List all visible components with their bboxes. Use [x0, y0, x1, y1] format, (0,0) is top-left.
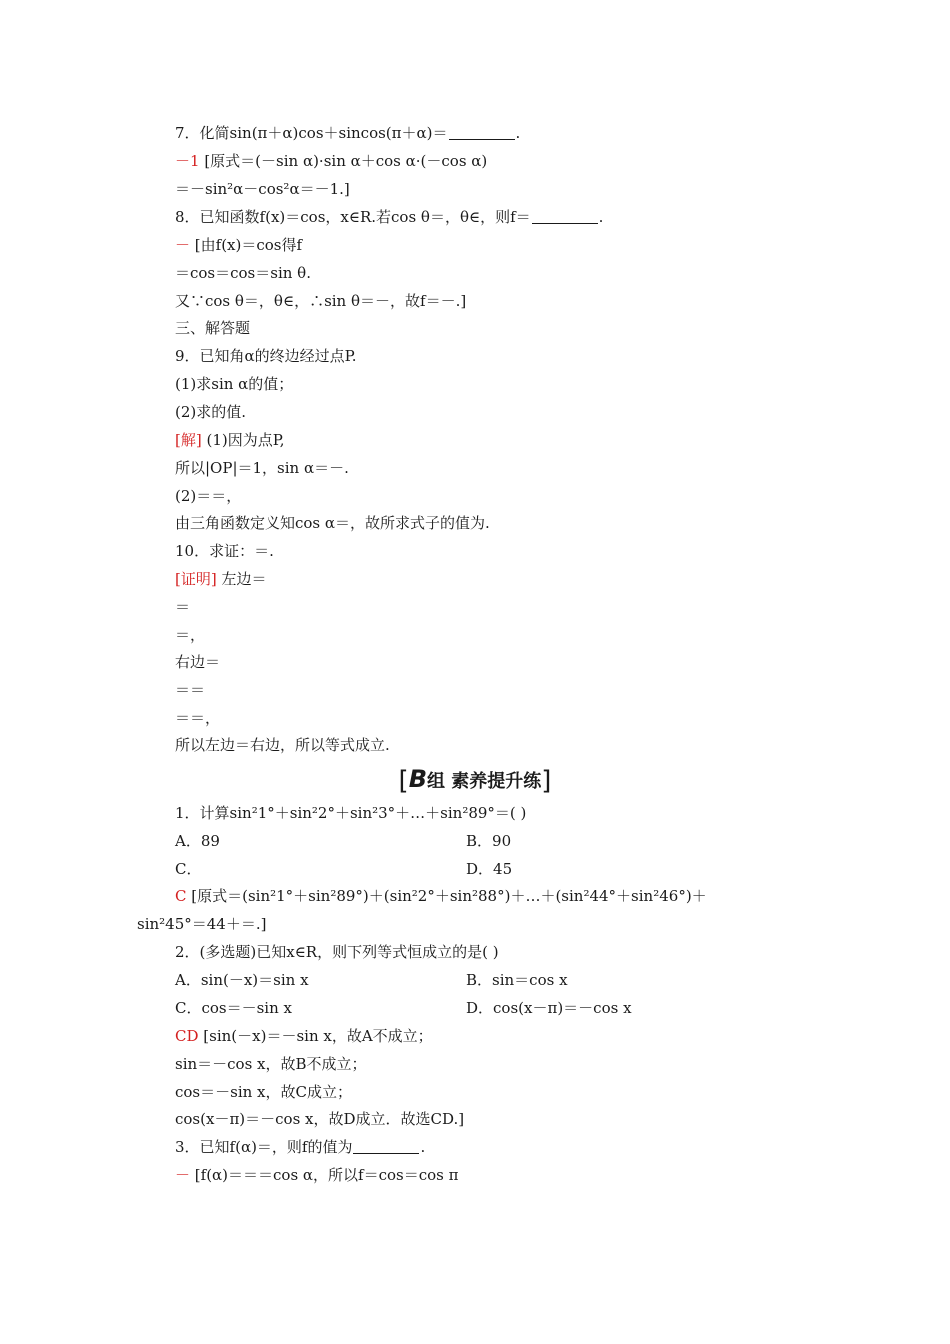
answer-8	[175, 235, 302, 255]
answer-7-continued	[175, 179, 350, 199]
answer-text: [原式＝(sin²1°＋sin²89°)＋(sin²2°＋sin²88°)＋…＋(sin²44°＋sin²46°)＋	[186, 887, 707, 905]
question-text-end: .	[420, 1138, 426, 1156]
answer-8-line-3	[175, 291, 466, 311]
answer-8-line-2	[175, 263, 311, 283]
answer-key: －1	[175, 152, 200, 170]
section-b-header	[0, 765, 950, 796]
answer-text: 左边＝	[216, 570, 267, 588]
answer-10-line-3	[175, 625, 205, 645]
question-text: 3．已知f(α)＝，则f的值为	[175, 1138, 353, 1156]
answer-key: －	[175, 236, 191, 254]
answer-text: [由f(x)＝cos得f	[190, 236, 303, 254]
b-question-3	[175, 1137, 425, 1157]
answer-key: [证明]	[175, 570, 217, 588]
question-9-part-2	[175, 402, 246, 422]
group-letter: B	[408, 765, 427, 793]
section-b-title: 组 素养提升练	[427, 771, 542, 792]
option-text: B．sin＝cos x	[466, 971, 568, 989]
answer-text: 右边＝	[175, 653, 221, 671]
answer-text: cos(x－π)＝－cos x，故D成立．故选CD.]	[175, 1110, 465, 1128]
b-answer-2-line-2	[175, 1054, 367, 1074]
answer-text: [原式＝(－sin α)·sin α＋cos α·(－cos α)	[199, 152, 488, 170]
b-option-B	[466, 831, 511, 851]
bracket-close: ]	[541, 766, 552, 796]
answer-text: ＝	[175, 598, 191, 616]
answer-text: ＝，	[175, 626, 206, 644]
answer-9-line-3	[175, 486, 241, 506]
question-text: 8．已知函数f(x)＝cos，x∈R.若cos θ＝，θ∈，则f＝	[175, 208, 531, 226]
b-answer-2-line-3	[175, 1082, 352, 1102]
question-text-end: .	[598, 208, 604, 226]
question-text-end: .	[515, 124, 521, 142]
question-text: (1)求sin α的值；	[175, 375, 294, 393]
question-text: 7．化简sin(π＋α)cos＋sincos(π＋α)＝	[175, 124, 448, 142]
b-answer-3	[175, 1165, 459, 1185]
question-10	[175, 541, 274, 561]
answer-key: [解]	[175, 431, 202, 449]
answer-blank	[532, 209, 598, 224]
question-9-part-1	[175, 374, 293, 394]
option-text: A．sin(－x)＝sin x	[175, 971, 309, 989]
section-title: 三、解答题	[175, 319, 251, 337]
question-8	[175, 207, 603, 227]
option-text: D．45	[466, 860, 513, 878]
answer-9	[175, 430, 285, 450]
answer-text: ＝cos＝cos＝sin θ.	[175, 264, 311, 282]
answer-blank	[449, 125, 515, 140]
answer-text: (1)因为点P,	[201, 431, 285, 449]
b2-option-A	[175, 970, 309, 990]
option-text: B．90	[466, 832, 512, 850]
b2-option-D	[466, 998, 632, 1018]
answer-10-line-7	[175, 735, 390, 755]
answer-key: －	[175, 1166, 191, 1184]
bracket-open: [	[398, 766, 409, 796]
question-9	[175, 346, 357, 366]
answer-text: ＝＝，	[175, 709, 221, 727]
question-text: 2．(多选题)已知x∈R，则下列等式恒成立的是( )	[175, 943, 499, 961]
b-answer-1-line-2	[137, 914, 266, 934]
answer-text: 又∵cos θ＝，θ∈，∴sin θ＝－，故f＝－.]	[175, 292, 467, 310]
answer-9-line-2	[175, 458, 349, 478]
b2-option-B	[466, 970, 568, 990]
b-answer-1	[175, 886, 707, 906]
b-option-A	[175, 831, 220, 851]
answer-text: cos＝－sin x，故C成立；	[175, 1083, 352, 1101]
answer-blank	[353, 1139, 419, 1154]
answer-text: ＝＝	[175, 681, 206, 699]
answer-text: (2)＝＝，	[175, 487, 242, 505]
answer-text: 所以左边＝右边，所以等式成立.	[175, 736, 390, 754]
answer-7	[175, 151, 487, 171]
question-text: 10．求证：＝.	[175, 542, 274, 560]
answer-text: [sin(－x)＝－sin x，故A不成立；	[198, 1027, 433, 1045]
question-text: 9．已知角α的终边经过点P.	[175, 347, 357, 365]
answer-key: CD	[175, 1027, 199, 1045]
b-question-2	[175, 942, 499, 962]
question-7	[175, 123, 520, 143]
answer-text: sin²45°＝44＋＝.]	[137, 915, 267, 933]
option-text: D．cos(x－π)＝－cos x	[466, 999, 632, 1017]
option-text: A．89	[175, 832, 220, 850]
answer-text: sin＝－cos x，故B不成立；	[175, 1055, 367, 1073]
b2-option-C	[175, 998, 292, 1018]
b-option-D	[466, 859, 512, 879]
answer-text: 由三角函数定义知cos α＝，故所求式子的值为.	[175, 514, 490, 532]
answer-9-line-4	[175, 513, 490, 533]
answer-key: C	[175, 887, 187, 905]
question-text: (2)求的值.	[175, 403, 247, 421]
option-text: C．	[175, 860, 202, 878]
answer-10-line-4	[175, 652, 220, 672]
answer-text: ＝－sin²α－cos²α＝－1.]	[175, 180, 350, 198]
answer-text: [f(α)＝＝＝cos α，所以f＝cos＝cos π	[190, 1166, 459, 1184]
answer-10	[175, 569, 267, 589]
answer-10-line-2	[175, 597, 190, 617]
b-answer-2-line-4	[175, 1109, 464, 1129]
b-question-1	[175, 803, 526, 823]
b-answer-2	[175, 1026, 433, 1046]
answer-text: 所以|OP|＝1，sin α＝－.	[175, 459, 349, 477]
b-option-C	[175, 859, 201, 879]
option-text: C．cos＝－sin x	[175, 999, 292, 1017]
answer-10-line-5	[175, 680, 205, 700]
section-heading	[175, 318, 250, 338]
question-text: 1．计算sin²1°＋sin²2°＋sin²3°＋…＋sin²89°＝( )	[175, 804, 527, 822]
answer-10-line-6	[175, 708, 220, 728]
